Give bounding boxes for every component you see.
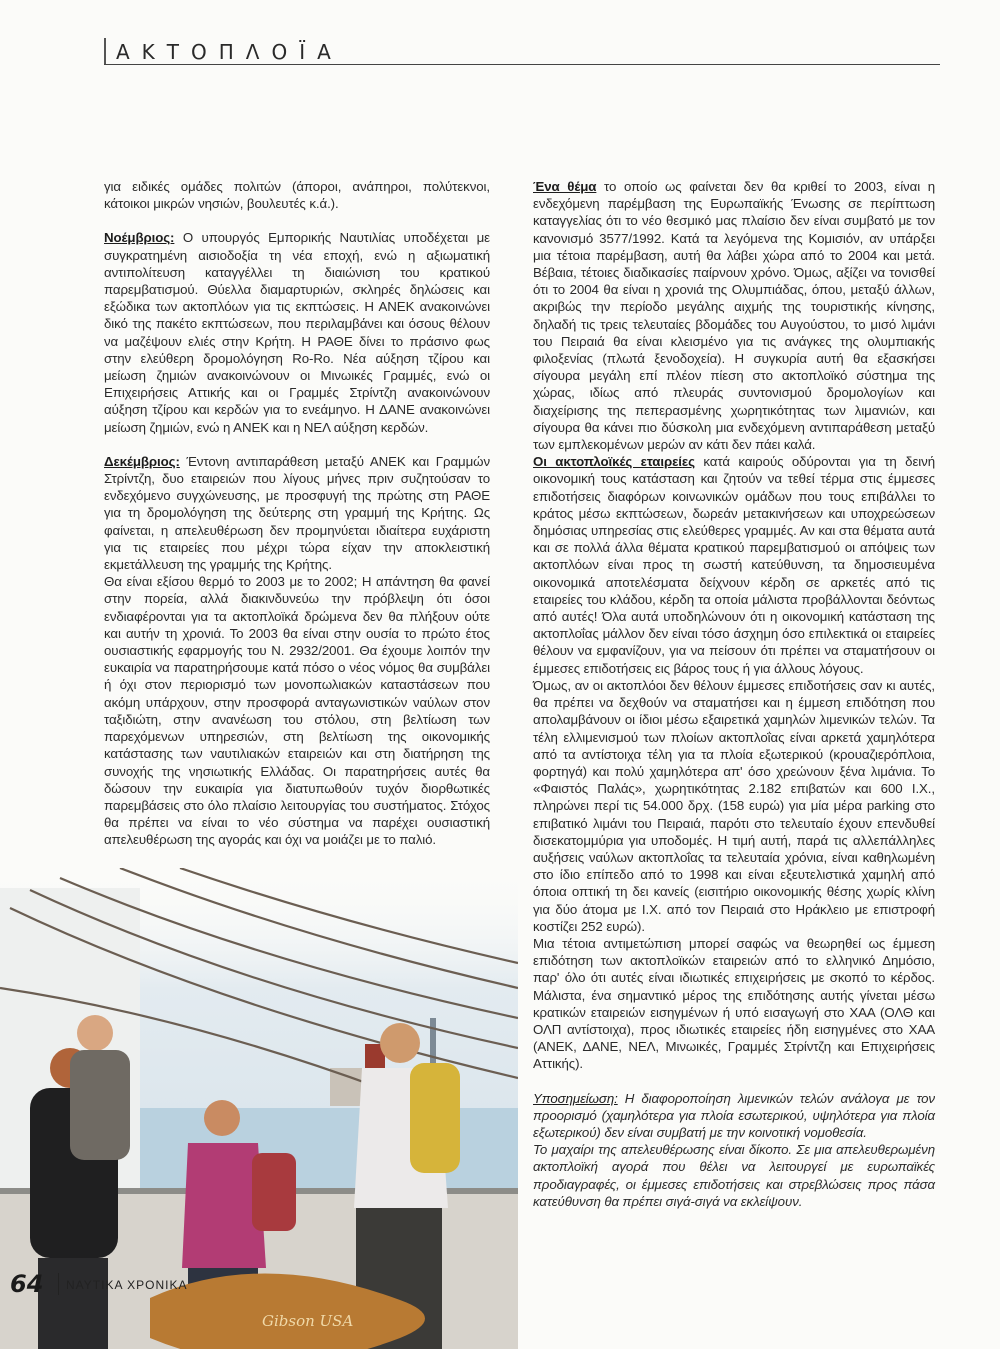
november-paragraph: [104, 229, 490, 435]
right-column: [533, 178, 935, 1210]
page-number: 64: [10, 1270, 44, 1298]
section-title: ΑΚΤΟΠΛΟΪΑ: [116, 40, 343, 64]
footnote-text: Η διαφοροποίηση λιμενικών τελών ανάλογα με τον προορισμό (χαμηλότερα για πλοία εσωτερικού, υψηλότερα για πλοία εξωτερικού) δεν είναι συμβατή με την κοινοτική νομοθεσία.: [533, 1090, 935, 1140]
intro-paragraph: για ειδικές ομάδες πολιτών (άποροι, ανάπηροι, πολύτεκνοι, κάτοικοι μικρών νησιών, βουλευτές κ.ά.).: [104, 179, 490, 212]
november-label: Νοέμβριος:: [104, 230, 175, 246]
footnote-paragraph: [533, 1090, 935, 1142]
december-paragraph: [104, 453, 490, 573]
december-label: Δεκέμβριος:: [104, 453, 180, 469]
header-rule: [104, 64, 940, 65]
left-column: [104, 178, 490, 849]
companies-text: κατά καιρούς οδύρονται για τη δεινή οικονομική τους κατάσταση και ζητούν να τεθεί τέρμα στις έμμεσες επιδοτήσεις διαφόρων κοινωνικών ομάδων που τους επιβάλλει το κράτος μέσω εκπτώσεων, δωρεάν μετακινήσεων και υποχρεώσεων δημόσιας υπηρεσίας στις ελεύθερες γραμμές. Αν και στα θέματα αυτά και σε πολλά άλλα θέματα κρατικού παρεμβατισμού οι απόψεις των ακτοπλόων είναι προς τη σωστή κατεύθυνση, τα δημοσιευμένα οικονομικά αποτελέσματα δείχνουν κέρδη σε αρκετές από τις εταιρείες του κλάδου, κέρδη τα οποία μάλιστα προβάλλονται δεόντως από αυτές! Όλα αυτά υποδηλώνουν ότι η οικονομική κατάσταση της ακτοπλοΐας μάλλον δεν είναι τόσο άσχημη όσο επιλεκτικά οι εταιρείες θέλουν να εμφανίζουν, για να πείσουν ότι πρέπει να σταματήσουν οι έμμεσες επιδοτήσεις εις βάρος τους ή για άλλους λόγους.: [533, 454, 935, 676]
magazine-name: ΝΑΥΤΙΚΑ ΧΡΟΝΙΚΑ: [66, 1278, 188, 1292]
december-text: Έντονη αντιπαράθεση μεταξύ ΑΝΕΚ και Γραμμών Στρίντζη, δυο εταιρειών που λίγους μήνες πριν συζητούσαν το ενδεχόμενο συγχώνευσης, με προσφυγή της πρώτης στη ΡΑΘΕ για τη δρομολόγηση της δεύτερης στη γραμμή της Κρήτης. Ως φαίνεται, η απελευθέρωση δεν προμηνύεται ιδιαίτερα ευχάριστη για τις εταιρείες που μέχρι τώρα είχαν την αποκλειστική εκμετάλλευση της γραμμής της Κρήτης.: [104, 453, 490, 573]
forecast-paragraph: Θα είναι εξίσου θερμό το 2003 με το 2002; Η απάντηση θα φανεί στην πορεία, αλλά διακινδυνεύω την πρόβλεψη ότι όσοι ενδιαφέρονται για τα ακτοπλοϊκά δρώμενα δεν θα πλήξουν ούτε και αυτήν τη χρονιά. Το 2003 θα είναι στην ουσία το πρώτο έτος ουσιαστικής εφαρμογής του Ν. 2932/2001. Θα έχουμε λοιπόν την ευκαιρία να παρατηρήσουμε κατά πόσο ο νέος νόμος θα συμβάλει ή όχι στον περιορισμό των μονοπωλιακών καταστάσεων που ακόμη υπάρχουν, στην προσφορά ανταγωνιστικών ναύλων στον ταξιδιώτη, στην ανανέωση του στόλου, στη βελτίωση των παρεχόμενων υπηρεσιών, στη βελτίωση της οικονομικής κατάστασης των ναυτιλιακών εταιρειών και στη διατήρηση της συνοχής της νησιωτικής Ελλάδας. Οι παρατηρήσεις αυτές θα δώσουν την ευκαιρία για διατυπωθούν τυχόν διορθωτικές παρεμβάσεις στο όλο πλαίσιο λειτουργίας του συστήματος. Στόχος θα πρέπει να είναι το νέο σύστημα να παρέχει ουσιαστική απελευθέρωση της αγοράς και όχι να μοιάζει με το παλιό.: [104, 574, 490, 848]
footnote-label: Υποσημείωση:: [533, 1090, 618, 1106]
guitar-case-brand: Gibson USA: [262, 1312, 354, 1330]
header-marker: [104, 38, 106, 64]
footer-divider: [58, 1273, 59, 1295]
companies-label: Οι ακτοπλοϊκές εταιρείες: [533, 454, 695, 470]
ferry-photo: [0, 868, 518, 1349]
subsidy-paragraph: Μια τέτοια αντιμετώπιση μπορεί σαφώς να θεωρηθεί ως έμμεση επιδότηση των ακτοπλοϊκών εταιρειών από το ελληνικό Δημόσιο, παρ' όλο ότι αυτές είναι ιδιωτικές επιχειρήσεις με σκοπό το κέρδος. Μάλιστα, ένα σημαντικό μέρος της επιδότησης αυτής γίνεται μέσω κρατικών εταιρειών εισηγμένων ή υπό εισαγωγή στο ΧΑΑ (ΟΛΘ και ΟΛΠ αντίστοιχα), προς ιδιωτικές εταιρείες ήδη εισηγμένες στο ΧΑΑ (ΑΝΕΚ, ΔΑΝΕ, ΝΕΛ, Μινωικές, Γραμμές Στρίντζη και Επιχειρήσεις Αττικής).: [533, 935, 935, 1072]
fees-paragraph: Όμως, αν οι ακτοπλόοι δεν θέλουν έμμεσες επιδοτήσεις σαν κι αυτές, θα πρέπει να δεχθούν να σταματήσει και η έμμεση επιδότηση που απολαμβάνουν οι ίδιοι μέσω εξαιρετικά χαμηλών λιμενικών τελών. Τα τέλη ελλιμενισμού των πλοίων ακτοπλοΐας είναι αρκετά χαμηλότερα από τα αντίστοιχα τέλη για τα πλοία εξωτερικού (κρουαζιερόπλοια, φορτηγά) και πολύ χαμηλότερα απ' όσο χρεώνουν ξένα λιμάνια. Το «Φαιστός Παλάς», χωρητικότητας 2.182 επιβατών και 600 Ι.Χ., πληρώνει περί τις 54.000 δρχ. (158 ευρώ) για μία μέρα parking στο επιβατικό λιμάνι του Πειραιά, παρότι στο τελευταίο έχουν επενδυθεί δισεκατομμύρια για υποδομές. Η τιμή αυτή, παρά τις αλλεπάλληλες αυξήσεις ναύλων ακτοπλοΐας τα τελευταία χρόνια, είναι καθηλωμένη στο ίδιο επίπεδο από το 1998 και είναι εξευτελιστικά χαμηλή από όποια οπτική τη δει κανείς (εισιτήριο οικονομικής θέσης χωρίς κλίνη για δύο άτομα με Ι.Χ. από τον Πειραιά στο Ηράκλειο με επιστροφή κοστίζει 252 ευρώ).: [533, 677, 935, 934]
issue-label: Ένα θέμα: [533, 179, 597, 194]
november-text: Ο υπουργός Εμπορικής Ναυτιλίας υποδέχεται με συγκρατημένη αισιοδοξία τη νέα εποχή, ενώ η αξιωματική αντιπολίτευση καταγγέλλει τη διαιώνιση του κρατικού παρεμβατισμού. Θύελλα διαμαρτυριών, σκληρές δηλώσεις και εξώδικα των ακτοπλόων για τις εκπτώσεις. Η ΑΝΕΚ ανακοινώνει δικό της πακέτο εκπτώσεων, που περιλαμβάνει και όσους θέλουν να μαζέψουν ελιές στην Κρήτη. Η ΡΑΘΕ δίνει το πράσινο φως στην ελεύθερη δρομολόγηση Ro-Ro. Νέα αύξηση τζίρου και μείωση ζημιών ανακοινώνουν οι Μινωικές Γραμμές, ενώ οι Επιχειρήσεις Αττικής και οι Γραμμές Στρίντζη ανακοινώνουν αύξηση τζίρου και κερδών για το ενεάμηνο. Η ΔΑΝΕ ανακοινώνει μείωση ζημιών, ενώ η ΑΝΕΚ και η ΝΕΛ αύξηση κερδών.: [104, 230, 490, 435]
companies-paragraph: [533, 453, 935, 677]
issue-text: το οποίο ως φαίνεται δεν θα κριθεί το 2003, είναι η ενδεχόμενη παρέμβαση της Ευρωπαϊκής Ένωσης σε περίπτωση καταγγελίας ότι το νέο θεσμικό μας πλαίσιο δεν είναι συμβατό με τον κανονισμό 3577/1992. Κατά τα λεγόμενα της Κομισιόν, αν υπάρξει μια τέτοια παρέμβαση, αυτή θα λάβει χώρα από το 2004 και μετά. Βέβαια, τέτοιες διαδικασίες παίρνουν χρόνο. Όμως, αξίζει να τονισθεί ότι το 2004 θα είναι η χρονιά της Ολυμπιάδας, όπου, μεταξύ άλλων, ακριβώς την περίοδο μεγάλης αιχμής της τουριστικής κίνησης, δηλαδή τις τρεις τελευταίες βδομάδες του Αυγούστου, το μισό λιμάνι του Πειραιά θα είναι κλεισμένο για τις ανάγκες της ολυμπιακής φιλοξενίας (πλωτά ξενοδοχεία). Η συγκυρία αυτή θα εξασκήσει σίγουρα μεγάλη επί πλέον πίεση στο ακτοπλοϊκό σύστημα της χώρας, ιδίως από πλευράς συντονισμού δρομολογίων και διαχείρισης της πεπερασμένης χωρητικότητας των λιμανιών, και σίγουρα θα κάνει πιο δύσκολη μια ενδεχόμενη αντιπαράθεση μεταξύ των εμπλεκομένων μερών αν κάτι δεν πάει καλά.: [533, 179, 935, 453]
closing-paragraph: Το μαχαίρι της απελευθέρωσης είναι δίκοπο. Σε μια απελευθερωμένη ακτοπλοϊκή αγορά που θέλει να λειτουργεί με ευρωπαϊκές προδιαγραφές, οι έμμεσες επιδοτήσεις και στρεβλώσεις προς πάσα κατεύθυνση θα πρέπει σιγά-σιγά να εκλείψουν.: [533, 1142, 935, 1209]
issue-paragraph: [533, 178, 935, 453]
